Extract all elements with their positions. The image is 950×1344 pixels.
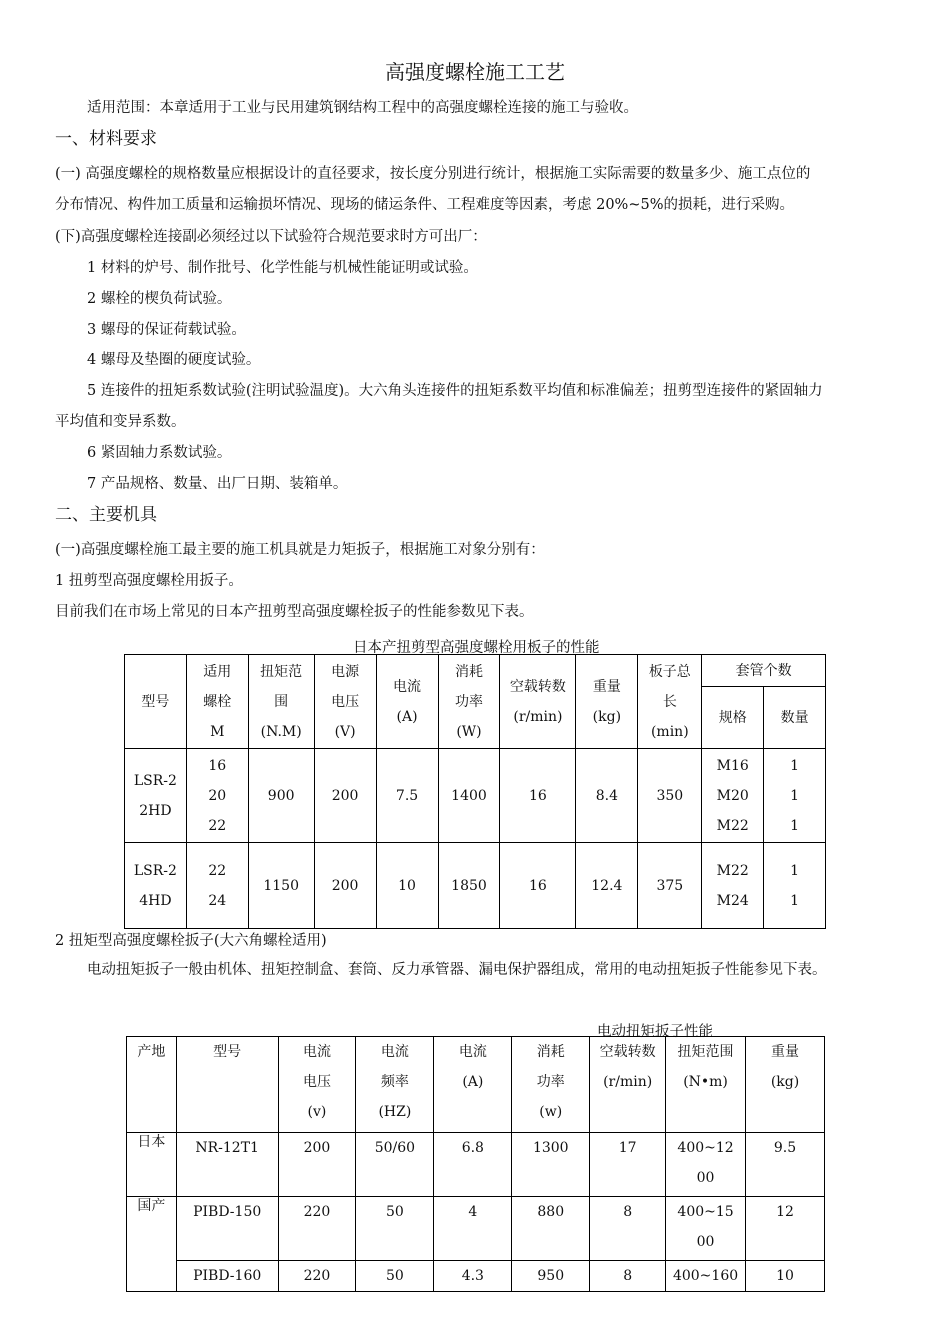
cell-power: 950: [512, 1261, 590, 1292]
header-weight: 重量 (kg): [746, 1037, 825, 1133]
cell-current: 6.8: [434, 1133, 512, 1197]
header-qty: 数量: [764, 687, 826, 749]
header-origin: 产地: [127, 1037, 177, 1133]
list-item: 1 材料的炉号、制作批号、化学性能与机械性能证明或试验。: [87, 260, 478, 276]
header-voltage: 电源电压 (V): [314, 655, 376, 749]
cell-current: 10: [376, 843, 438, 929]
cell-power: 880: [512, 1197, 590, 1261]
list-item: 5 连接件的扭矩系数试验(注明试验温度)。大六角头连接件的扭矩系数平均值和标准偏差；扭剪型连接件的紧固轴力: [87, 383, 823, 399]
header-voltage: 电流电压 (v): [278, 1037, 356, 1133]
table2-caption: 电动扭矩扳子性能: [597, 1024, 713, 1040]
header-speed: 空载转数 (r/min): [590, 1037, 666, 1133]
cell-model: PIBD-150: [176, 1197, 278, 1261]
cell-model: LSR-22HD: [125, 749, 187, 843]
header-length: 板子总长 (min): [638, 655, 702, 749]
list-item: 6 紧固轴力系数试验。: [87, 445, 232, 461]
list-item: 4 螺母及垫圈的硬度试验。: [87, 352, 261, 368]
cell-voltage: 220: [278, 1261, 356, 1292]
cell-torque: 400~1200: [666, 1133, 746, 1197]
header-weight: 重量 (kg): [576, 655, 638, 749]
list-item-continued: 平均值和变异系数。: [55, 414, 186, 430]
cell-qty: 1 1 1: [764, 749, 826, 843]
cell-frequency: 50: [356, 1261, 434, 1292]
header-torque: 扭矩范围 (N.M): [248, 655, 314, 749]
table-row: [127, 1133, 825, 1197]
cell-model: PIBD-160: [176, 1261, 278, 1292]
table-row: [125, 749, 826, 843]
header-power: 消耗功率 (w): [512, 1037, 590, 1133]
cell-weight: 12: [746, 1197, 825, 1261]
header-model: 型号: [125, 655, 187, 749]
scope-text: 适用范围：本章适用于工业与民用建筑钢结构工程中的高强度螺栓连接的施工与验收。: [87, 100, 638, 116]
paragraph: 分布情况、构件加工质量和运输损坏情况、现场的储运条件、工程难度等因素，考虑 20%~5%的损耗，进行采购。: [55, 197, 794, 213]
document-title: 高强度螺栓施工工艺: [385, 60, 565, 84]
cell-power: 1400: [438, 749, 500, 843]
cell-speed: 16: [500, 749, 576, 843]
cell-power: 1300: [512, 1133, 590, 1197]
cell-voltage: 200: [278, 1133, 356, 1197]
cell-weight: 8.4: [576, 749, 638, 843]
list-item: 7 产品规格、数量、出厂日期、装箱单。: [87, 476, 348, 492]
cell-torque: 1150: [248, 843, 314, 929]
paragraph: (一)高强度螺栓施工最主要的施工机具就是力矩扳子，根据施工对象分别有：: [55, 542, 545, 558]
cell-speed: 8: [590, 1197, 666, 1261]
header-model: 型号: [176, 1037, 278, 1133]
cell-length: 350: [638, 749, 702, 843]
cell-qty: 1 1: [764, 843, 826, 929]
cell-current: 7.5: [376, 749, 438, 843]
cell-bolt: 22 24: [186, 843, 248, 929]
list-item: 3 螺母的保证荷载试验。: [87, 322, 246, 338]
header-spec: 规格: [702, 687, 764, 749]
paragraph: (一) 高强度螺栓的规格数量应根据设计的直径要求，按长度分别进行统计，根据施工实际需要的数量多少、施工点位的: [55, 166, 811, 182]
header-current: 电流 (A): [434, 1037, 512, 1133]
cell-weight: 10: [746, 1261, 825, 1292]
cell-spec: M16 M20 M22: [702, 749, 764, 843]
cell-voltage: 200: [314, 843, 376, 929]
cell-voltage: 220: [278, 1197, 356, 1261]
cell-weight: 9.5: [746, 1133, 825, 1197]
cell-current: 4.3: [434, 1261, 512, 1292]
header-sleeve: 套管个数: [702, 655, 826, 687]
paragraph: 目前我们在市场上常见的日本产扭剪型高强度螺栓扳子的性能参数见下表。: [55, 604, 534, 620]
cell-current: 4: [434, 1197, 512, 1261]
cell-length: 375: [638, 843, 702, 929]
section-heading-materials: 一、材料要求: [55, 129, 157, 149]
header-power: 消耗功率 (W): [438, 655, 500, 749]
cell-speed: 16: [500, 843, 576, 929]
cell-frequency: 50/60: [356, 1133, 434, 1197]
header-speed: 空载转数 (r/min): [500, 655, 576, 749]
cell-torque: 400~1500: [666, 1197, 746, 1261]
header-current: 电流 (A): [376, 655, 438, 749]
cell-origin: 国产: [127, 1197, 177, 1292]
section-heading-tools: 二、主要机具: [55, 505, 157, 525]
paragraph: 2 扭矩型高强度螺栓扳子(大六角螺栓适用): [55, 933, 327, 949]
cell-origin: 日本: [127, 1133, 177, 1197]
cell-speed: 8: [590, 1261, 666, 1292]
cell-voltage: 200: [314, 749, 376, 843]
table-row: [127, 1197, 825, 1261]
cell-spec: M22 M24: [702, 843, 764, 929]
cell-frequency: 50: [356, 1197, 434, 1261]
table-row: [127, 1261, 825, 1292]
cell-torque: 900: [248, 749, 314, 843]
cell-torque: 400~160: [666, 1261, 746, 1292]
header-bolt: 适用螺栓 M: [186, 655, 248, 749]
table-row: [125, 843, 826, 929]
paragraph: 1 扭剪型高强度螺栓用扳子。: [55, 573, 243, 589]
cell-model: NR-12T1: [176, 1133, 278, 1197]
header-frequency: 电流频率 (HZ): [356, 1037, 434, 1133]
paragraph: (下)高强度螺栓连接副必须经过以下试验符合规范要求时方可出厂：: [55, 229, 487, 245]
header-torque: 扭矩范围 (N•m): [666, 1037, 746, 1133]
cell-model: LSR-24HD: [125, 843, 187, 929]
electric-wrench-table: [126, 1036, 825, 1292]
wrench-performance-table: [124, 654, 826, 929]
cell-bolt: 16 20 22: [186, 749, 248, 843]
list-item: 2 螺栓的楔负荷试验。: [87, 291, 232, 307]
paragraph: 电动扭矩扳子一般由机体、扭矩控制盒、套筒、反力承管器、漏电保护器组成，常用的电动扭矩扳子性能参见下表。: [87, 962, 827, 978]
table1-caption: 日本产扭剪型高强度螺栓用板子的性能: [353, 640, 600, 656]
cell-speed: 17: [590, 1133, 666, 1197]
cell-power: 1850: [438, 843, 500, 929]
cell-weight: 12.4: [576, 843, 638, 929]
